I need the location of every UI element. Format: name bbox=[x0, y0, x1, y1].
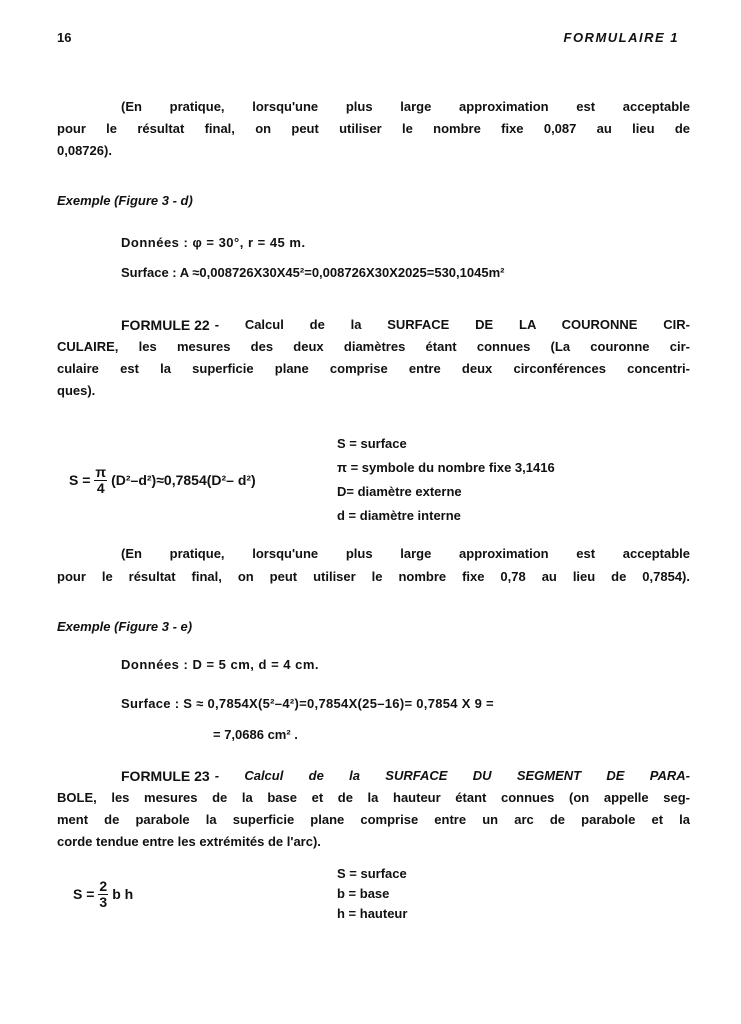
text-line: culaire est la superficie plane comprise entre deux circonférences concentri- bbox=[57, 361, 690, 376]
text-line: (En pratique, lorsqu'une plus large approximation est acceptable bbox=[121, 99, 690, 114]
text-line: - Calcul de la SURFACE DE LA COURONNE CIR- bbox=[214, 317, 690, 332]
formula-22-block bbox=[57, 432, 697, 528]
formula-number: FORMULE 22 bbox=[121, 317, 210, 333]
text-line: CULAIRE, les mesures des deux diamètres étant connues (La couronne cir- bbox=[57, 339, 690, 354]
text-line: BOLE, les mesures de la base et de la hauteur étant connues (on appelle seg- bbox=[57, 790, 690, 805]
formula-heading-22 bbox=[121, 317, 690, 333]
formula-22 bbox=[57, 465, 266, 496]
formula-number: FORMULE 23 bbox=[121, 768, 210, 784]
example-data: Données : φ = 30°, r = 45 m. bbox=[121, 235, 306, 250]
running-title: FORMULAIRE 1 bbox=[563, 30, 679, 45]
legend-item: S = surface bbox=[337, 866, 407, 881]
text-line: (En pratique, lorsqu'une plus large approximation est acceptable bbox=[121, 546, 690, 561]
text-line: pour le résultat final, on peut utiliser le nombre fixe 0,78 au lieu de 0,7854). bbox=[57, 569, 690, 584]
denominator: 3 bbox=[99, 893, 108, 910]
numerator: π bbox=[95, 463, 107, 480]
legend-item: D= diamètre externe bbox=[337, 484, 462, 499]
legend-item: b = base bbox=[337, 886, 390, 901]
example-result: Surface : A ≈0,008726X30X45²=0,008726X30X2025=530,1045m² bbox=[121, 265, 505, 280]
formula-legend bbox=[337, 432, 697, 528]
text-line: 0,08726). bbox=[57, 143, 112, 158]
formula-lhs: S = bbox=[73, 886, 95, 902]
legend-item: h = hauteur bbox=[337, 906, 408, 921]
example-result-cont: = 7,0686 cm² . bbox=[213, 727, 298, 742]
fraction bbox=[94, 465, 107, 496]
formula-rhs: (D²–d²)≈0,7854(D²– d²) bbox=[111, 472, 256, 488]
text-line: corde tendue entre les extrémités de l'arc). bbox=[57, 834, 321, 849]
legend-item: π = symbole du nombre fixe 3,1416 bbox=[337, 460, 555, 475]
text-line: ques). bbox=[57, 383, 96, 398]
formula-lhs: S = bbox=[69, 472, 91, 488]
formula-rhs: b h bbox=[112, 886, 134, 902]
example-title: Exemple (Figure 3 - e) bbox=[57, 619, 193, 634]
formula-legend bbox=[337, 864, 697, 924]
numerator: 2 bbox=[99, 877, 108, 894]
fraction bbox=[98, 879, 108, 910]
formula-heading-23 bbox=[121, 768, 690, 784]
example-result: Surface : S ≈ 0,7854X(5²–4²)=0,7854X(25–16)= 0,7854 X 9 = bbox=[121, 696, 494, 711]
formula-23 bbox=[57, 879, 143, 910]
example-data: Données : D = 5 cm, d = 4 cm. bbox=[121, 657, 320, 672]
legend-item: d = diamètre interne bbox=[337, 508, 461, 523]
denominator: 4 bbox=[96, 479, 105, 496]
legend-item: S = surface bbox=[337, 436, 407, 451]
example-title: Exemple (Figure 3 - d) bbox=[57, 193, 193, 208]
text-line: ment de parabole la superficie plane comprise entre un arc de parabole et la bbox=[57, 812, 690, 827]
page-number: 16 bbox=[57, 30, 72, 45]
formula-23-block bbox=[57, 864, 697, 924]
text-line: pour le résultat final, on peut utiliser le nombre fixe 0,087 au lieu de bbox=[57, 121, 690, 136]
text-line: - Calcul de la SURFACE DU SEGMENT DE PARA- bbox=[214, 768, 690, 783]
